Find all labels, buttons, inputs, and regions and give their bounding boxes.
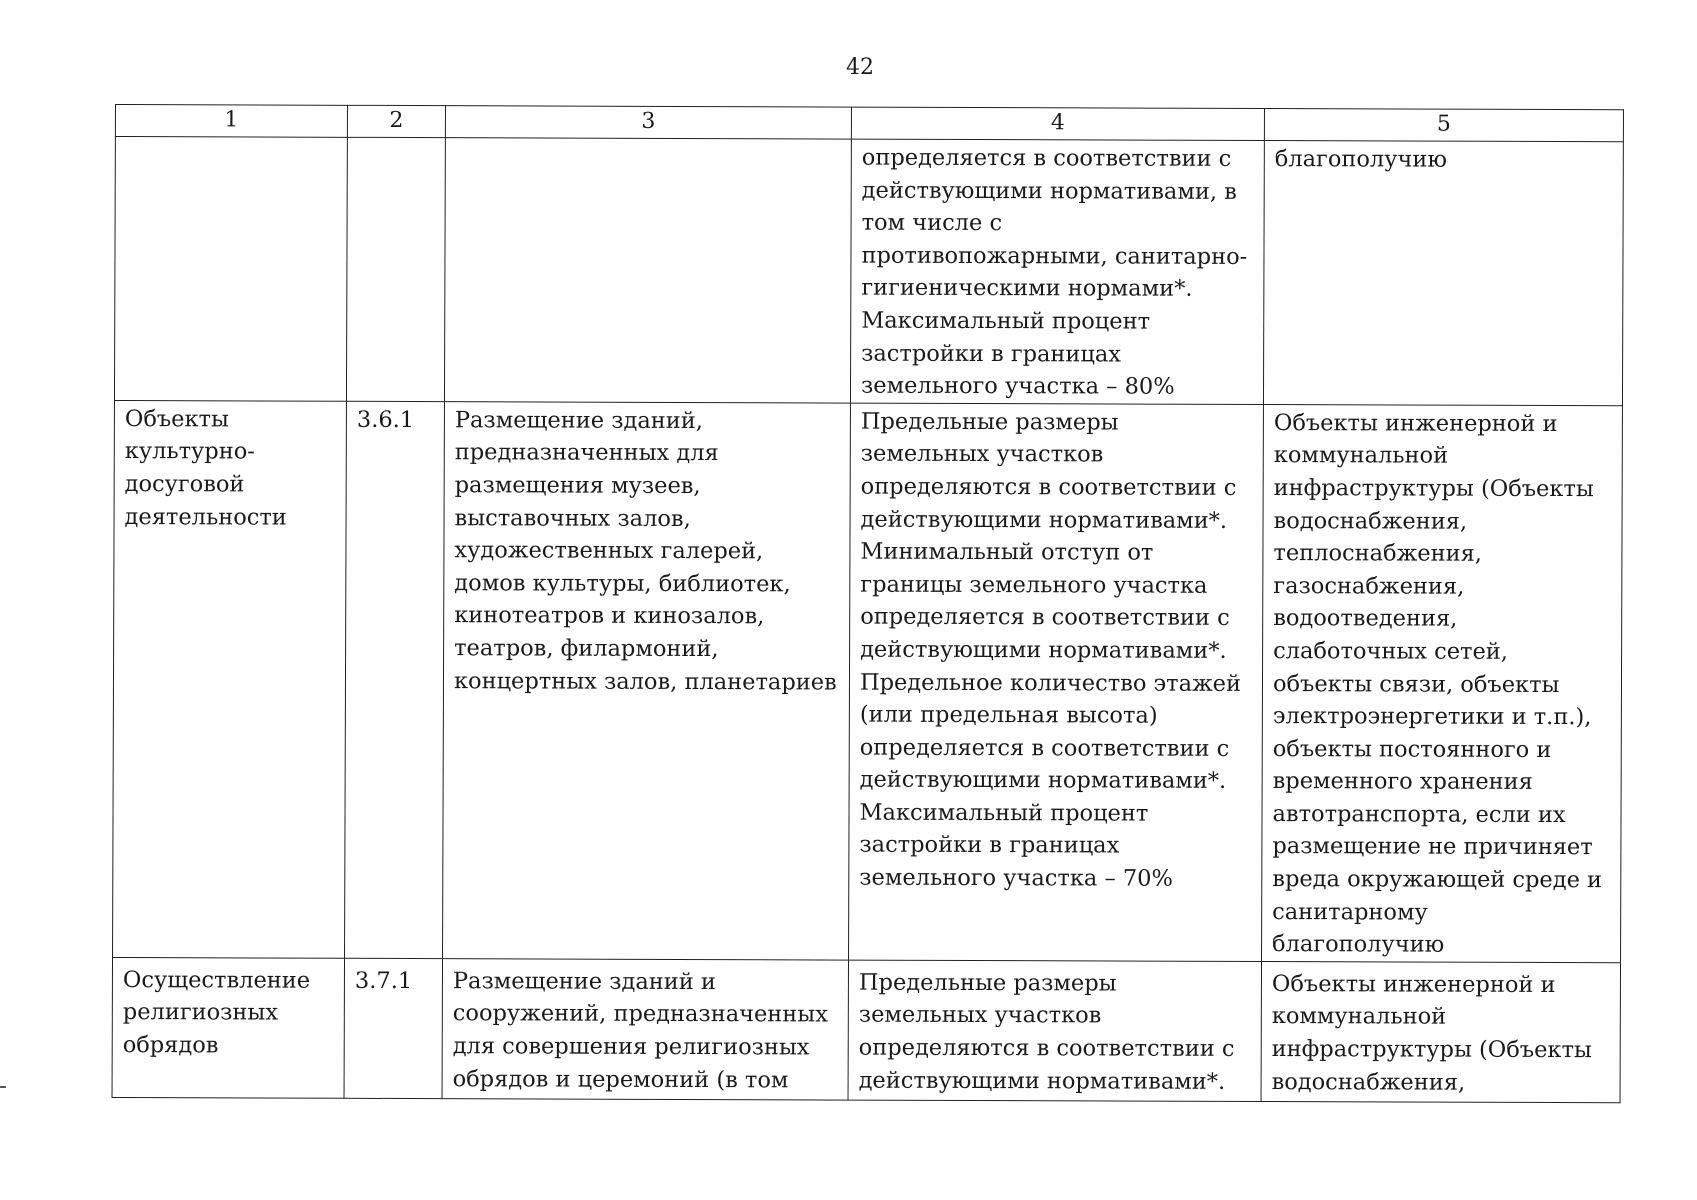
cell-parameters xyxy=(849,403,1264,962)
cell-code xyxy=(344,958,442,1098)
cell-text: определяется в соответствии с действующими нормативами, в том числе с противопожарными, санитарно- гигиеническими нормами*. Максимальный процент застройки в границах земельного участка – 80% xyxy=(860,144,1248,400)
cell-code xyxy=(346,137,445,401)
cell-text: Объекты инженерной и коммунальной инфраструктуры (Объекты водоснабжения, xyxy=(1271,970,1592,1096)
table-row-religion xyxy=(112,957,1620,1102)
zoning-table xyxy=(112,104,1624,1103)
cell-auxiliary-uses xyxy=(1261,961,1620,1102)
cell-text: Размещение зданий и сооружений, предназначенных для совершения религиозных обрядов и церемоний (в том xyxy=(452,968,828,1093)
cell-description xyxy=(442,958,848,1099)
table-row-culture xyxy=(113,400,1623,962)
header-cell-4: 4 xyxy=(851,107,1264,140)
header-cell-5: 5 xyxy=(1264,109,1623,142)
cell-text: Размещение зданий, предназначенных для размещения музеев, выставочных залов, художественных галерей, домов культуры, библиотек, кинотеатров и кинозалов, театров, филармоний, концертных залов, планетариев xyxy=(453,406,837,696)
cell-text: Предельные размеры земельных участков определяются в соответствии с действующими нормативами*. Минимальный отступ от границы земельного участка определяется в соответствии с действующими нормативами*. Предельное количество этажей (или предельная высота) определяется в соответствии с действующими нормативами*. Максимальный процент застройки в границах земельного участка – 70% xyxy=(859,408,1242,892)
cell-text xyxy=(456,140,841,141)
page-number: 42 xyxy=(846,55,874,80)
cell-text: Осуществление религиозных обрядов xyxy=(122,966,311,1059)
header-cell-2: 2 xyxy=(347,105,445,137)
cell-auxiliary-uses xyxy=(1262,404,1623,962)
cell-text: 3.7.1 xyxy=(354,967,413,994)
header-cell-1: 1 xyxy=(115,105,347,138)
cell-use-type xyxy=(114,137,347,402)
cell-parameters xyxy=(850,139,1264,404)
cell-text: благополучию xyxy=(1274,146,1447,173)
cell-parameters xyxy=(848,960,1261,1101)
cell-description xyxy=(444,138,851,403)
cell-text: Объекты культурно- досуговой деятельности xyxy=(124,405,287,531)
cell-use-type xyxy=(112,957,344,1098)
cell-text xyxy=(126,139,337,140)
table-row-continuation xyxy=(114,137,1623,406)
header-cell-3: 3 xyxy=(445,106,851,139)
cell-text: Объекты инженерной и коммунальной инфраструктуры (Объекты водоснабжения, теплоснабжения, газоснабжения, водоотведения, слаботочных сетей, объекты связи, объекты электроэнергетики и т.п.), объекты постоянного и временного хранения автотранспорта, если их размещение не причиняет вреда окружающей среде и санитарному благополучию xyxy=(1272,409,1603,958)
cell-auxiliary-uses xyxy=(1263,141,1623,406)
cell-text: Предельные размеры земельных участков определяются в соответствии с действующими нормативами*. xyxy=(858,969,1235,1095)
cell-code xyxy=(345,401,445,958)
cell-description xyxy=(443,401,851,960)
cell-text: 3.6.1 xyxy=(356,406,415,433)
table-header-row xyxy=(115,105,1623,142)
cell-use-type xyxy=(113,400,347,958)
scan-margin-mark xyxy=(0,1086,6,1088)
